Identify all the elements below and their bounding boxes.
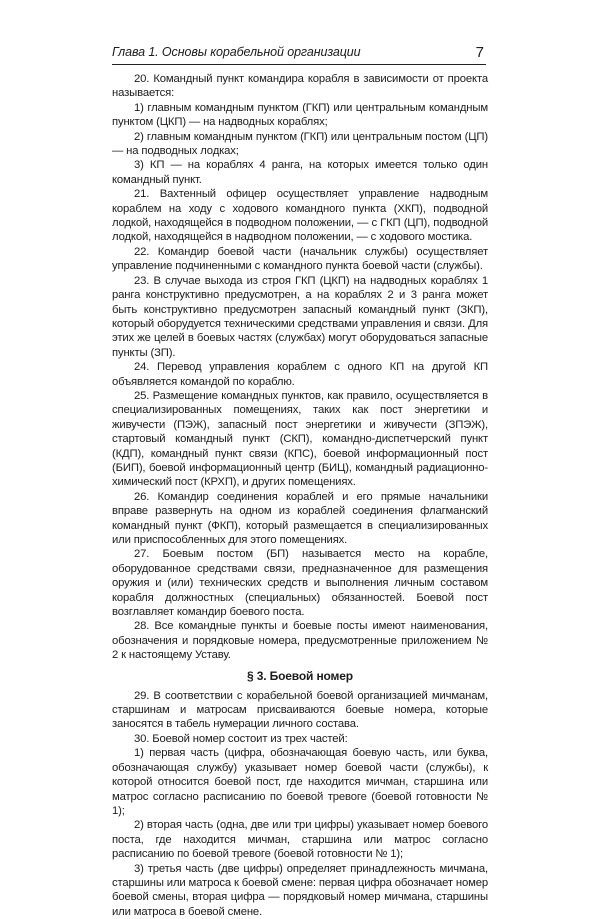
page-body [112, 72, 488, 919]
paragraph: 28. Все командные пункты и боевые посты имеют наименования, обозначения и порядковые номера, предусмотренные приложением № 2 к настоящему Уставу. [112, 620, 488, 662]
paragraph: 21. Вахтенный офицер осуществляет управление надводным кораблем на ходу с ходового командного пункта (ХКП), подводной лодкой, находящейся в подводном положении, — с ГКП (ЦП), подводной лодкой, находящейся в надводном положении, — с ходового мостика. [112, 188, 488, 244]
paragraph: 27. Боевым постом (БП) называется место на корабле, оборудованное средствами связи, предназначенное для размещения оружия и (или) технических средств и выполнения личным составом корабля должностных (специальных) обязанностей. Боевой пост возглавляет командир боевого поста. [112, 548, 488, 619]
paragraph: 3) КП — на кораблях 4 ранга, на которых имеется только один командный пункт. [112, 159, 488, 186]
chapter-title: Глава 1. Основы корабельной организации [112, 45, 361, 59]
paragraph: 25. Размещение командных пунктов, как правило, осуществляется в специализированных помещениях, таких как пост энергетики и живучести (ПЭЖ), запасный пост энергетики и живучести (ЗПЭЖ), стартовый командный пункт (СКП), командно-диспетчерский пункт (КДП), командный пункт связи (КПС), боевой информационный пост (БИП), боевой информационный центр (БИЦ), командный радиационно-химический пост (КРХП), и других помещениях. [112, 389, 488, 489]
paragraph: 29. В соответствии с корабельной боевой организацией мичманам, старшинам и матросам присваиваются боевые номера, которые заносятся в табель нумерации личного состава. [112, 689, 488, 731]
paragraph: 23. В случае выхода из строя ГКП (ЦКП) на надводных кораблях 1 ранга конструктивно предусмотрен, а на кораблях 2 и 3 ранга может быть конструктивно предусмотрен запасный командный пункт (ЗКП), который оборудуется техническими средствами управления и связи. Для этих же целей в боевых частях (службах) могут оборудоваться запасные пункты (ЗП). [112, 274, 488, 359]
paragraph: 20. Командный пункт командира корабля в зависимости от проекта называется: [112, 73, 488, 100]
paragraph: 22. Командир боевой части (начальник службы) осуществляет управление подчиненными с командного пункта боевой части (службы). [112, 245, 488, 273]
section-heading: § 3. Боевой номер [247, 668, 353, 683]
paragraph: 1) главным командным пунктом (ГКП) или центральным командным пунктом (ЦКП) — на надводных кораблях; [112, 101, 488, 129]
paragraph: 3) третья часть (две цифры) определяет принадлежность мичмана, старшины или матроса к боевой смене: первая цифра обозначает номер боевой смены, вторая цифра — порядковый номер мичмана, старшины или матроса в боевой смене. [112, 862, 488, 918]
paragraph: 1) первая часть (цифра, обозначающая боевую часть, или буква, обозначающая службу) указывает номер боевой части (службы), к которой относится боевой пост, где находится мичман, старшина или матрос согласно расписанию по боевой тревоге (боевой готовности № 1); [112, 747, 488, 817]
paragraph: 26. Командир соединения кораблей и его прямые начальники вправе развернуть на одном из кораблей соединения флагманский командный пункт (ФКП), который размещается в специализированных или приспособленных для этого помещениях. [112, 490, 488, 546]
paragraph: 2) главным командным пунктом (ГКП) или центральным постом (ЦП) — на подводных лодках; [112, 130, 488, 158]
paragraph: 30. Боевой номер состоит из трех частей: [134, 732, 348, 745]
paragraph: 24. Перевод управления кораблем с одного КП на другой КП объявляется командой по кораблю. [112, 361, 488, 388]
page-header [112, 40, 486, 65]
page-number: 7 [475, 44, 484, 61]
paragraph: 2) вторая часть (одна, две или три цифры) указывает номер боевого поста, где находится мичман, старшина или матрос согласно расписанию по боевой тревоге (боевой готовности № 1); [112, 819, 488, 861]
